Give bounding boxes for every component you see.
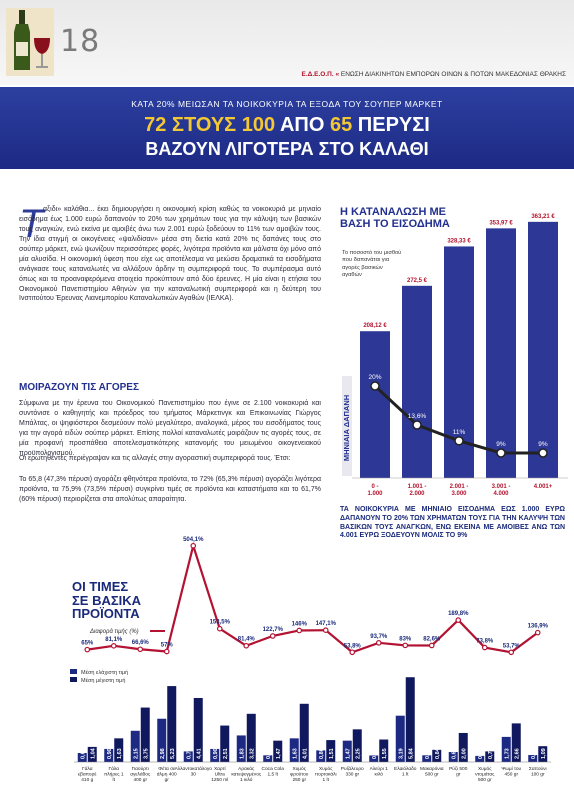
headline-word-3: ΠΕΡΥΣΙ [357, 114, 430, 136]
price-diff-point [165, 649, 169, 653]
page-number: 18 [60, 24, 101, 59]
max-price-label: 0,84 [434, 748, 441, 759]
share-label: 9% [496, 441, 506, 448]
min-price-label: 0,45 [371, 748, 378, 759]
x-tick-label: 0 -1.000 [367, 484, 383, 497]
price-diff-point [138, 647, 142, 651]
price-diff-label: 57% [160, 642, 173, 649]
price-diff-label: 65% [81, 640, 94, 647]
price-diff-point [377, 641, 381, 645]
price-diff-label: 81,1% [105, 636, 123, 643]
max-price-label: 4,41 [196, 748, 203, 759]
price-diff-point [403, 643, 407, 647]
category-label: Αλεύρι 1 κιλό [369, 767, 388, 778]
consumption-chart-note: Το ποσοστό του μισθού που δαπανάται για αγορές βασικών αγαθών [342, 250, 402, 279]
max-price-label: 1,47 [275, 748, 282, 759]
prices-title-line1: ΟΙ ΤΙΜΕΣ [72, 579, 129, 594]
x-tick-label: 1.001 -2.000 [407, 484, 427, 497]
share-point [455, 437, 463, 445]
org-name: ΕΝΩΣΗ ΔΙΑΚΙΝΗΤΩΝ ΕΜΠΟΡΩΝ ΟΙΝΩΝ & ΠΟΤΩΝ ΜΑΚΕΔΟΝΙΑΣ ΘΡΑΚΗΣ [340, 71, 566, 78]
headline-number-1: 72 [144, 114, 167, 136]
legend-min-label: Μέση ελάχιστη τιμή [81, 670, 129, 676]
price-diff-point [324, 628, 328, 632]
price-diff-label: 93,7% [370, 633, 388, 640]
price-diff-label: 146% [291, 621, 307, 628]
category-label: Μακαρόνια 500 gr [419, 767, 444, 778]
share-point [413, 421, 421, 429]
price-diff-point [218, 626, 222, 630]
category-label: Χυμός ντομάτας 500 gr [475, 767, 495, 784]
max-price-label: 1,09 [540, 748, 547, 759]
category-label: Αλλαντοκατάλογο 30 [174, 767, 212, 778]
min-price-label: 0,62 [80, 748, 87, 759]
min-price-label: 2,98 [159, 748, 166, 759]
price-diff-label: 147,1% [315, 621, 336, 628]
min-price-label: 3,19 [398, 748, 405, 759]
consumption-chart-title: Η ΚΑΤΑΝΑΛΩΣΗ ΜΕ ΒΑΣΗ ΤΟ ΕΙΣΟΔΗΜΑ [340, 206, 450, 231]
consumption-bar [360, 331, 390, 478]
price-diff-label: 81,4% [237, 636, 255, 643]
min-price-label: 0,46 [424, 748, 431, 759]
max-price-label: 2,51 [222, 748, 229, 759]
price-diff-point [191, 544, 195, 548]
category-label: Αρακάς κατεψυγμένος 1 κιλό [231, 767, 262, 784]
legend-max-label: Μέση μέγιστη τιμή [81, 678, 126, 684]
subheading: ΜΟΙΡΑΖΟΥΝ ΤΙΣ ΑΓΟΡΕΣ [19, 382, 139, 393]
x-tick-label: 3.001 -4.000 [491, 484, 511, 497]
min-price-label: 2,15 [133, 748, 140, 759]
price-diff-point [350, 650, 354, 654]
article-paragraph-1: αξιδι» καλάθια... έκει δημιουργήσει η οικονομική κρίση καθώς τα νοικοκυριά με μηνιαίο εισόδημα έως 1.000 ευρώ δαπανούν το 20% των χρημάτων τους για την κάλυψη των βασικών τους αναγκών, ενώ εκείνα με αμοιβές άνω των 2.001 ευρώ ξοδεύουν το 11% των αμοιβών τους. Την ίδια στιγμή οι οικογένειες «ψαλιδίσαν» μέσα στη διετία κατά 20% τις δαπάνες τους στο σούπερ μάρκετ, ενώ ψωνίζουν περισσότερες φορές, λιγότερα προϊόντα και μάλιστα όχι μόνο από μία αλυσίδα. Η οικονομική ύφεση που είχε ως αποτέλεσμα να μειώσει δραματικά τα εισοδήματα ανάγκασε τους καταναλωτές να αλλάξουν άρδην τη συμπεριφορά τους. Το συμπέρασμα αυτό όπως και τα προαναφερόμενα στοιχεία προκύπτουν από δύο έρευνες. Η μία είναι η ετήσια του Οικονομικού Πανεπιστημίου Αθηνών για την καταναλωτική συμπεριφορά και η δεύτερη του Ινστιτούτου Έρευνας Λιανεμπορίου Καταναλωτικών Αγαθών (ΙΕΛΚΑ). [19, 206, 321, 303]
min-price-label: 0,73 [186, 748, 193, 759]
category-label: Coca Cola 1,5 lt [261, 767, 284, 778]
max-price-label: 2,66 [514, 748, 521, 759]
max-price-label: 3,75 [143, 748, 150, 759]
bar-value-label: 208,12 € [363, 323, 387, 330]
bar-value-label: 328,33 € [447, 238, 471, 245]
category-label: Γιαούρτι αγελάδος 400 gr [130, 767, 151, 784]
category-label: Ελαιόλαδο 1 lt [394, 767, 417, 778]
min-price-label: 1,47 [345, 748, 352, 759]
min-price-label: 1,63 [292, 748, 299, 759]
org-prefix: Ε.Δ.Ε.Ο.Π. « [301, 71, 340, 78]
share-point [539, 449, 547, 457]
bar-value-label: 272,5 € [406, 277, 428, 284]
x-tick-label: 2.001 -3.000 [449, 484, 469, 497]
max-price-label: 1,51 [328, 748, 335, 759]
min-price-label: 0,90 [212, 748, 219, 759]
consumption-bar [528, 222, 558, 478]
category-label: Γάλα εβαπορέ 410 g [78, 767, 97, 784]
price-diff-point [536, 630, 540, 634]
prices-chart [0, 530, 574, 800]
max-price-label: 0,73 [487, 748, 494, 759]
x-tick-label: 4.001+ [533, 484, 553, 490]
price-diff-label: 82,6% [423, 636, 441, 643]
consumption-chart [330, 200, 570, 500]
max-price-label: 1,04 [90, 748, 97, 759]
legend-diff-label: Διαφορά τιμής (%) [90, 629, 139, 635]
price-diff-point [509, 650, 513, 654]
headline-line1 [0, 114, 574, 137]
share-label: 9% [538, 441, 548, 448]
min-price-label: 0,46 [265, 748, 272, 759]
price-diff-line [87, 546, 538, 653]
org-line [230, 71, 566, 78]
article-paragraph-2: Σύμφωνα με την έρευνα του Οικονομικού Πανεπιστημίου που έγινε σε 2.100 νοικοκυριά και συντόνισε ο καθηγητής και πρόεδρος του τμήματος Μάρκετινγκ και Επικοινωνίας Γιώργος Μπάλτας, οι ψηφιόστεροι δεσμεύουν πολύ μεγαλύτερο, αναλογικά, μέρος του εισοδήματος τους για την αγορά ειδών σούπερ μάρκετ. Επίσης πολλοί καταναλωτές μοιράζουν τις αγορές τους, σε μία προφανή προσπάθεια αποτελεσματικότερης κατανομής του μειωμένου οικογενειακού προϋπολογισμού. [19, 400, 321, 457]
share-label: 20% [368, 374, 382, 381]
min-price-label: 1,83 [239, 748, 246, 759]
price-diff-label: 73,8% [476, 638, 494, 645]
consumption-bar [402, 286, 432, 478]
consumption-chart-caption: ΤΑ ΝΟΙΚΟΚΥΡΙΑ ΜΕ ΜΗΝΙΑΙΟ ΕΙΣΟΔΗΜΑ ΕΩΣ 1.000 ΕΥΡΩ ΔΑΠΑΝΟΥΝ ΤΟ 20% ΤΩΝ ΧΡΗΜΑΤΩΝ ΤΟΥΣ ΓΙΑ ΤΗΝ ΚΑΛΥΨΗ ΤΩΝ ΒΑΣΙΚΩΝ ΤΟΥΣ ΑΝΑΓΚΩΝ, ΕΝΩ ΕΚΕΙΝΑ ΜΕ ΑΜΟΙΒΕΣ ΑΝΩ ΤΩΝ 4.001 ΕΥΡΩ ΞΟΔΕΥΟΥΝ ΜΟΛΙΣ ΤΟ 9% [340, 506, 565, 540]
min-price-label: 1,73 [504, 748, 511, 759]
legend-max-swatch [70, 677, 77, 682]
max-price-label: 4,01 [302, 748, 309, 759]
max-price-label: 1,63 [116, 748, 123, 759]
share-label: 13,6% [407, 412, 427, 420]
category-label: Χαρτί Ultra 1250 ml [211, 767, 229, 784]
bar-value-label: 353,97 € [489, 220, 513, 227]
price-diff-label: 83% [399, 636, 412, 643]
category-label: Χυμός πορτοκάλι 1 lt [314, 767, 337, 784]
wine-bottle-glass-icon [6, 8, 54, 76]
share-point [371, 382, 379, 390]
max-price-label: 2,00 [461, 748, 468, 759]
category-label: Ρυζάλευρο 330 gr [340, 767, 364, 778]
price-diff-point [244, 644, 248, 648]
headline-line2: ΒΑΖΟΥΝ ΛΙΓΟΤΕΡΑ ΣΤΟ ΚΑΛΑΘΙ [145, 139, 429, 159]
category-label: Σαπούνι 100 gr [528, 767, 547, 778]
max-price-label: 5,84 [408, 748, 415, 759]
price-diff-point [297, 628, 301, 632]
bar-value-label: 363,21 € [531, 213, 555, 220]
drop-cap: Τ [19, 202, 44, 246]
price-diff-point [456, 618, 460, 622]
headline-word-2: ΑΠΟ [279, 114, 325, 136]
price-diff-point [430, 643, 434, 647]
share-point [497, 449, 505, 457]
price-diff-label: 504,1% [183, 536, 204, 543]
price-diff-point [112, 644, 116, 648]
price-diff-label: 66,6% [131, 640, 149, 647]
price-diff-label: 53,8% [343, 643, 361, 650]
legend-min-swatch [70, 669, 77, 674]
price-diff-point [483, 645, 487, 649]
headline-number-3: 65 [329, 114, 353, 136]
price-diff-label: 136,9% [527, 623, 548, 630]
min-price-label: 0,42 [477, 748, 484, 759]
kicker: ΚΑΤΑ 20% ΜΕΙΩΣΑΝ ΤΑ ΝΟΙΚΟΚΥΡΙΑ ΤΑ ΕΞΟΔΑ ΤΟΥ ΣΟΥΠΕΡ ΜΑΡΚΕΤ [131, 99, 443, 109]
min-price-label: 0,69 [451, 748, 458, 759]
price-diff-point [85, 647, 89, 651]
min-price-label: 0,48 [530, 748, 537, 759]
category-label: Ψωμί του 450 gr [501, 767, 522, 778]
price-diff-label: 153,5% [209, 619, 230, 626]
headline-number-2: 100 [241, 114, 276, 136]
prices-title-line3: ΠΡΟΪΟΝΤΑ [72, 606, 140, 622]
share-label: 11% [452, 428, 466, 436]
min-price-label: 0,90 [106, 748, 113, 759]
price-diff-point [271, 634, 275, 638]
article-paragraph-3: Οι ερωτηθέντες περιέγραψαν και τις αλλαγές στην αγοραστική συμπεριφορά τους. Έτσι: [19, 455, 291, 462]
price-diff-label: 122,7% [262, 626, 283, 633]
category-label: Ρύζι 500 gr [449, 767, 468, 778]
max-price-label: 2,25 [355, 748, 362, 759]
max-price-label: 5,23 [169, 748, 176, 759]
min-price-label: 0,80 [318, 748, 325, 759]
category-label: Γάλα πλήρες 1 lt [103, 767, 124, 784]
prices-title-line2: ΣΕ ΒΑΣΙΚΑ [72, 592, 142, 608]
max-price-label: 3,32 [249, 748, 256, 759]
category-label: Φέτα σε άλμη 400 gr [156, 767, 177, 784]
headline-word-1: ΣΤΟΥΣ [171, 114, 237, 136]
category-label: Χυμός φρούτου 250 gr [290, 767, 309, 784]
y-axis-label: ΜΗΝΙΑΙΑ ΔΑΠΑΝΗ [342, 394, 351, 462]
article-paragraph-4: Το 65,8 (47,3% πέρυσι) αγοράζει φθηνότερα προϊόντα, το 72% (65,3% πέρυσι) αγοράζει λιγότερα προϊόντα, τα 75,9% (73,5% πέρυσι) συγκρίνει τιμές σε προϊόντα και καταστήματα και το 61,7% (60% πέρυσι) περιορίζεται στα απολύτως απαραίτητα. [19, 476, 321, 503]
max-price-label: 1,55 [381, 748, 388, 759]
price-diff-label: 53,7% [502, 643, 520, 650]
price-diff-label: 189,8% [448, 611, 469, 618]
